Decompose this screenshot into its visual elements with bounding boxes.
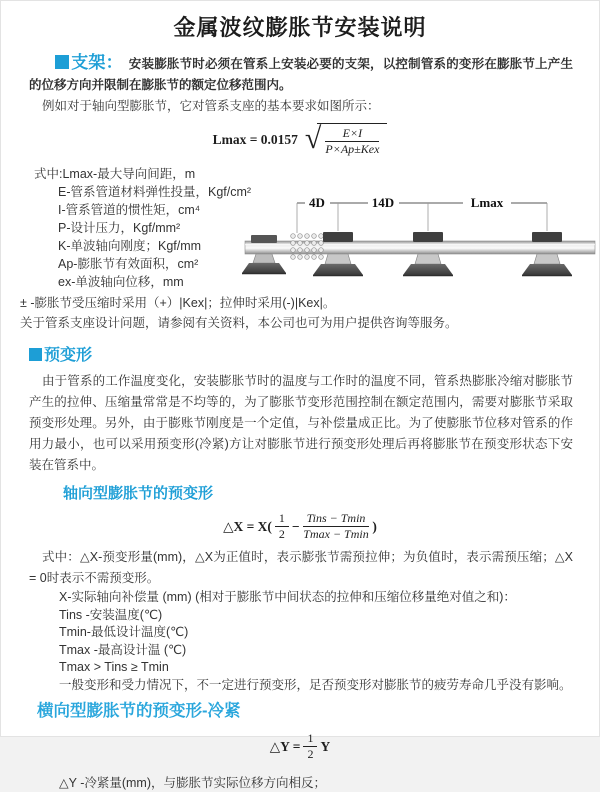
- variable-item: I-管系管道的惯性矩，cm⁴: [58, 203, 201, 217]
- variable-item: P-设计压力，Kgf/mm²: [58, 221, 181, 235]
- axial-item: Tmax -最高设计温 (℃): [59, 642, 187, 657]
- formula-lmax-fraction: [325, 127, 379, 156]
- one-half-fraction: $\frac{1}{2}$: [303, 732, 317, 761]
- support-section-heading: 支架：: [71, 53, 123, 72]
- minus-sign: −: [291, 518, 300, 534]
- lateral-note: △Y -冷紧量(mm)，与膨胀节实际位移方向相反；: [59, 775, 327, 790]
- pipe-support-spacing-diagram: [245, 191, 595, 286]
- lateral-subheading: 横向型膨胀节的预变形-冷紧: [37, 702, 241, 720]
- radical-sign: √ $\frac{E\times I}{\text{P×Ap±Kex}}$: [305, 123, 387, 157]
- dimension-line: [297, 195, 547, 233]
- variable-lead-line: 式中:Lmax-最大导向间距，m: [34, 167, 196, 181]
- formula-delta-x: [1, 512, 599, 541]
- formula-dx-lhs: △X = X(: [223, 518, 272, 534]
- axial-item: Tmin-最低设计温度(℃): [59, 625, 189, 639]
- page-title: 金属波纹膨胀节安装说明: [173, 15, 427, 40]
- support-section-paragraph: [29, 52, 573, 96]
- dim-label-14d: 14D: [371, 195, 395, 210]
- formula-lmax: [1, 123, 599, 157]
- axial-subheading: 轴向型膨胀节的预变形: [63, 485, 214, 502]
- formula-lmax-lhs: Lmax = 0.0157: [212, 132, 298, 147]
- formula-dy-rhs: Y: [320, 738, 331, 754]
- variable-item: Ap-膨胀节有效面积，cm²: [58, 257, 199, 271]
- dim-label-lmax: Lmax: [470, 195, 504, 210]
- formula-delta-y: [1, 732, 599, 761]
- plusminus-note: ± -膨胀节受压缩时采用（+）|Kex|；拉伸时采用(-)|Kex|。: [20, 296, 336, 310]
- one-half-fraction: $\frac{1}{2}$: [275, 512, 289, 541]
- dim-label-4d: 4D: [309, 195, 325, 210]
- predeform-section-heading: 预变形: [29, 345, 599, 367]
- axial-item: 一般变形和受力情况下，不一定进行预变形，足否预变形对膨胀节的疲劳寿命几乎没有影响。: [59, 677, 572, 692]
- formula-dx-close-paren: ): [372, 518, 377, 534]
- temperature-fraction: $\frac{\text{Tins − Tmin}}{Tmax - Tmin}$: [303, 511, 369, 541]
- section-marker-icon: [29, 348, 42, 361]
- support-example-line: 例如对于轴向型膨胀节，它对管系支座的基本要求如图所示：: [42, 99, 380, 113]
- axial-definitions: [1, 589, 599, 694]
- axial-item: X-实际轴向补偿量 (mm) (相对于膨胀节中间状态的拉伸和压缩位移量绝对值之和)：: [59, 590, 516, 604]
- variable-item: K-单波轴向刚度；Kgf/mm: [58, 239, 202, 253]
- variable-item: E-管系管道材料弹性投量，Kgf/cm²: [58, 185, 252, 199]
- section-marker-icon: [55, 55, 69, 69]
- fraction-numerator: E×I: [325, 127, 379, 142]
- fraction-denominator: P×Ap±Kex: [325, 142, 380, 156]
- axial-note-paragraph: 式中：△X-预变形量(mm)，△X为正值时，表示膨张节需预拉伸；为负值时，表示需预压缩；△X = 0时表示不需预变形。: [29, 550, 573, 585]
- predeform-body-paragraph: 由于管系的工作温度变化，安装膨胀节时的温度与工作时的温度不同，管系热膨胀冷缩对膨胀节产生的拉伸、压缩量常常是不均等的，为了膨胀节变形范围控制在额定范围内，需要对膨胀节采取预变形处理。另外，由于膨账节刚度是一个定值，与补偿量成正比。为了使膨胀节位移对管系的作用力最小，也可以采用预变形(冷紧)方让对膨胀节进行预变形处理后再将膨胀节在预变形状态下安装在管系中。: [29, 374, 573, 472]
- variable-item: ex-单波轴向位移，mm: [58, 275, 184, 289]
- axial-item: Tins -安装温度(℃): [59, 607, 163, 622]
- closing-note: 关于管系支座设计问题，请参阅有关资料，本公司也可为用户提供咨询等服务。: [20, 316, 458, 330]
- axial-item: Tmax > Tins ≥ Tmin: [59, 660, 169, 674]
- formula-dy-lhs: △Y =: [269, 738, 301, 754]
- variables-and-diagram: [1, 165, 599, 293]
- support-intro-text: 安装膨胀节时必须在管系上安装必要的支架，以控制管系的变形在膨胀节上产生的位移方向并限制在膨胀节的额定位移范围内。: [29, 57, 573, 92]
